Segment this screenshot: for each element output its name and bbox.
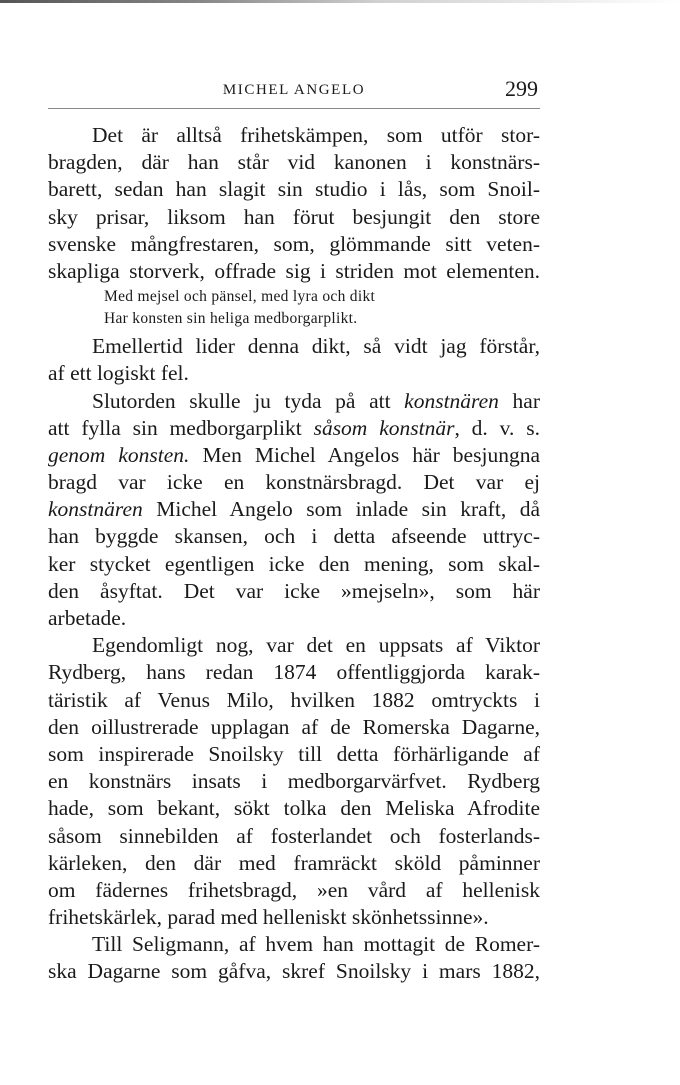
text-run: Slutorden skulle ju tyda på att — [92, 388, 405, 413]
italic-text: konstnären — [404, 388, 499, 413]
text-line: bragd var icke en konstnärsbragd. Det var ej — [48, 470, 540, 495]
text-line: ska Dagarne som gåfva, skref Snoilsky i mars 1882, — [48, 959, 540, 984]
verse-line: Med mejsel och pänsel, med lyra och dikt — [104, 288, 376, 306]
text-run: har — [498, 388, 540, 413]
text-line: sky prisar, liksom han förut besjungit den store — [48, 204, 540, 229]
running-head — [48, 76, 540, 106]
text-line — [48, 388, 540, 415]
text-line: den åsyftat. Det var icke »mejseln», som här — [48, 578, 540, 603]
paragraph-2 — [48, 333, 540, 387]
text-line: skapliga storverk, offrade sig i striden mot elementen. — [48, 258, 540, 283]
text-line: frihetskärlek, parad med helleniskt skönhetssinne». — [48, 905, 489, 930]
text-line: Rydberg, hans redan 1874 offentliggjorda karak- — [48, 660, 540, 685]
text-line: ker stycket egentligen icke den mening, som skal- — [48, 551, 540, 576]
text-line: Till Seligmann, af hvem han mottagit de Romer- — [92, 932, 540, 957]
text-line — [48, 496, 540, 523]
verse-quote — [48, 286, 540, 330]
text-line: kärleken, den där med framräckt sköld påminner — [48, 850, 540, 875]
text-line: som inspirerade Snoilsky till detta förhärligande af — [48, 741, 540, 766]
running-title: MICHEL ANGELO — [222, 82, 366, 98]
italic-text: såsom konstnär — [313, 415, 455, 440]
text-line: en konstnärs insats i medborgarvärfvet. Rydberg — [48, 769, 540, 794]
verse-line: Har konsten sin heliga medborgarplikt. — [104, 310, 358, 328]
paragraph-1 — [48, 122, 540, 285]
paragraph-3 — [48, 388, 540, 633]
text-line: Egendomligt nog, var det en uppsats af Viktor — [92, 633, 540, 658]
text-line: arbetade. — [48, 606, 127, 630]
page-number: 299 — [505, 76, 538, 101]
italic-text: genom konsten. — [48, 442, 190, 467]
text-line: bragden, där han står vid kanonen i konstnärs- — [48, 150, 540, 175]
text-run: Men Michel Angelos här besjungna — [189, 442, 540, 467]
text-line: den oillustrerade upplagan af de Romerska Dagarne, — [48, 714, 540, 739]
text-line: Emellertid lider denna dikt, så vidt jag förstår, — [92, 334, 540, 359]
text-run: att fylla sin medborgarplikt — [48, 415, 314, 440]
header-rule — [48, 108, 540, 109]
text-line — [48, 442, 540, 469]
text-run: Michel Angelo som inlade sin kraft, då — [142, 497, 540, 522]
text-line: såsom sinnebilden af fosterlandet och fosterlands- — [48, 823, 540, 848]
text-run: , d. v. s. — [454, 415, 540, 440]
page-top-edge — [0, 0, 680, 3]
text-line: han byggde skansen, och i detta afseende uttryc- — [48, 524, 540, 549]
text-line: af ett logiskt fel. — [48, 361, 189, 386]
italic-text: konstnären — [48, 497, 143, 522]
paragraph-4 — [48, 632, 540, 931]
text-line: hade, som bekant, sökt tolka den Meliska Afrodite — [48, 796, 540, 821]
text-line — [48, 415, 540, 442]
text-line: Det är alltså frihetskämpen, som utför stor- — [92, 123, 540, 147]
text-line: barett, sedan han slagit sin studio i lås, som Snoil- — [48, 177, 540, 202]
paragraph-5 — [48, 931, 540, 985]
text-line: svenske mångfrestaren, som, glömmande sitt veten- — [48, 231, 540, 256]
text-line: täristik af Venus Milo, hvilken 1882 omtryckts i — [48, 687, 540, 712]
body-text — [48, 122, 540, 986]
text-line: om fädernes frihetsbragd, »en vård af hellenisk — [48, 877, 540, 902]
